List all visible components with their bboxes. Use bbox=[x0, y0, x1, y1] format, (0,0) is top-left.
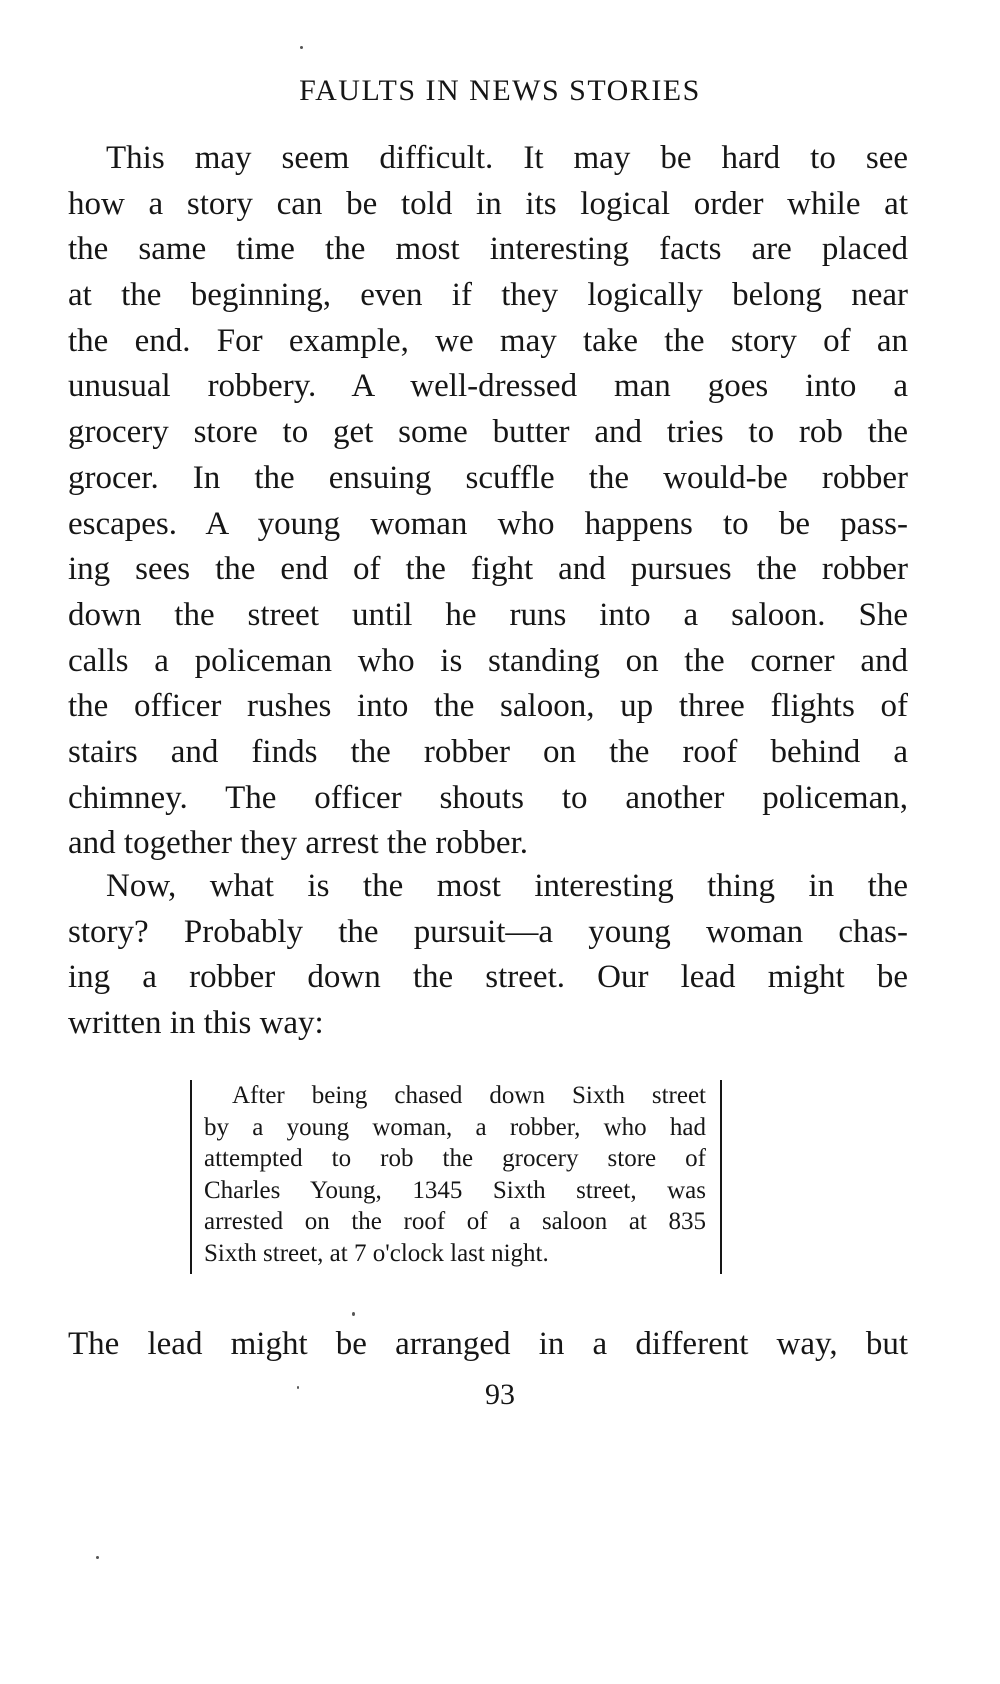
page-number: 93 bbox=[485, 1378, 515, 1411]
example-lead-line: attempted to rob the grocery store of bbox=[204, 1145, 706, 1172]
text-line: grocer. In the ensuing scuffle the would-be robber bbox=[68, 459, 908, 496]
paragraph-robbery-story bbox=[68, 136, 908, 867]
paragraph-most-interesting bbox=[68, 864, 908, 1047]
text-line: and together they arrest the robber. bbox=[68, 825, 528, 862]
text-line: stairs and finds the robber on the roof behind a bbox=[68, 733, 908, 770]
text-line: the end. For example, we may take the story of an bbox=[68, 322, 908, 359]
example-lead-line: Sixth street, at 7 o'clock last night. bbox=[204, 1239, 549, 1267]
print-speck bbox=[96, 1556, 99, 1559]
text-line: The lead might be arranged in a different way, but bbox=[68, 1326, 908, 1362]
example-lead-line: After being chased down Sixth street bbox=[232, 1082, 706, 1109]
text-line: unusual robbery. A well-dressed man goes into a bbox=[68, 368, 908, 405]
text-line: how a story can be told in its logical order while at bbox=[68, 185, 908, 222]
text-line: Now, what is the most interesting thing in the bbox=[106, 868, 908, 904]
text-line: ing a robber down the street. Our lead might be bbox=[68, 959, 908, 996]
paragraph-different-way bbox=[68, 1322, 908, 1368]
text-line: the same time the most interesting facts are placed bbox=[68, 231, 908, 268]
running-head: FAULTS IN NEWS STORIES bbox=[299, 74, 701, 107]
text-line: escapes. A young woman who happens to be pass- bbox=[68, 505, 908, 542]
text-line: This may seem difficult. It may be hard to see bbox=[106, 140, 908, 176]
text-line: story? Probably the pursuit—a young woman chas- bbox=[68, 913, 908, 950]
text-line: ing sees the end of the fight and pursues the robber bbox=[68, 551, 908, 588]
example-lead-line: by a young woman, a robber, who had bbox=[204, 1113, 706, 1141]
print-speck bbox=[300, 46, 303, 49]
print-speck bbox=[352, 1312, 355, 1316]
text-line: at the beginning, even if they logically belong near bbox=[68, 277, 908, 314]
example-lead-line: Charles Young, 1345 Sixth street, was bbox=[204, 1176, 706, 1204]
text-line: chimney. The officer shouts to another policeman, bbox=[68, 779, 908, 816]
print-speck bbox=[297, 1386, 299, 1389]
text-line: written in this way: bbox=[68, 1005, 324, 1042]
text-line: the officer rushes into the saloon, up three flights of bbox=[68, 688, 908, 725]
example-lead-line: arrested on the roof of a saloon at 835 bbox=[204, 1208, 706, 1235]
text-line: calls a policeman who is standing on the corner and bbox=[68, 642, 908, 679]
text-line: grocery store to get some butter and tries to rob the bbox=[68, 414, 908, 451]
example-lead-block bbox=[190, 1080, 722, 1274]
text-line: down the street until he runs into a saloon. She bbox=[68, 596, 908, 633]
